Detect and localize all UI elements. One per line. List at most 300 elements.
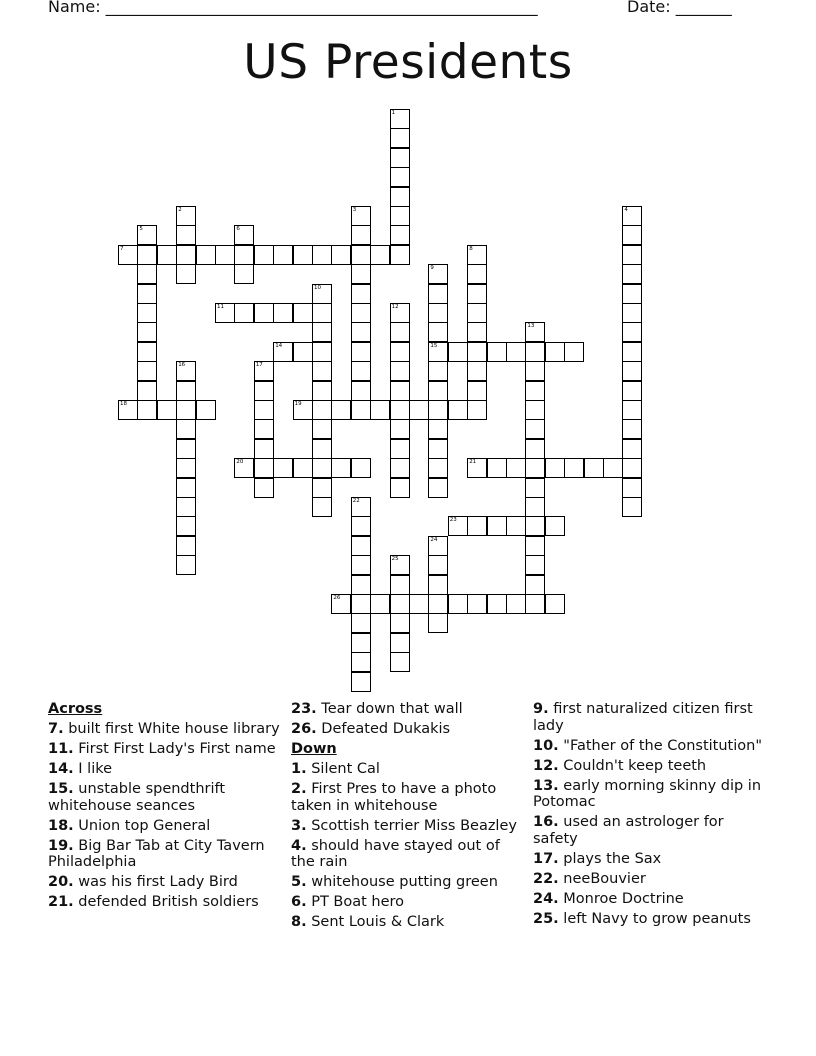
clue-item-number: 14. [48,761,74,777]
crossword-cell[interactable] [525,575,545,595]
crossword-cell[interactable] [234,264,254,284]
clue-item-number: 17. [533,850,559,867]
crossword-cell[interactable] [234,225,254,245]
crossword-cell[interactable] [525,419,545,439]
clue-item [48,894,280,911]
crossword-cell[interactable] [196,245,216,265]
crossword-cell[interactable] [390,478,410,498]
crossword-cell[interactable] [234,458,254,478]
crossword-cell[interactable] [254,381,274,401]
clue-number: 6 [236,226,240,233]
clue-item-text: Scottish terrier Miss Beazley [311,817,517,834]
crossword-cell[interactable] [467,516,487,536]
clue-item-text: I like [78,761,113,777]
clue-item-text: left Navy to grow peanuts [563,910,751,927]
clue-item [48,818,280,835]
crossword-cell[interactable] [545,516,565,536]
crossword-cell[interactable] [525,361,545,381]
crossword-cell[interactable] [370,400,390,420]
clue-number: 11 [217,304,224,310]
crossword-cell[interactable] [584,458,604,478]
crossword-cell[interactable] [428,555,448,575]
clue-item-number: 11. [48,741,74,757]
crossword-cell[interactable] [293,400,313,420]
clue-number: 25 [391,556,399,563]
crossword-cell[interactable] [351,361,371,381]
clue-item-text: Sent Louis & Clark [311,914,445,930]
crossword-cell[interactable] [525,342,545,362]
crossword-cell[interactable] [390,439,410,459]
crossword-cell[interactable] [390,594,410,614]
crossword-cell[interactable] [176,439,196,459]
crossword-cell[interactable] [137,245,157,265]
clue-item [533,911,765,928]
crossword-cell[interactable] [525,555,545,575]
crossword-cell[interactable] [312,284,332,304]
crossword-cell[interactable] [428,458,448,478]
crossword-cell[interactable] [293,303,313,323]
crossword-cell[interactable] [428,284,448,304]
crossword-cell[interactable] [215,245,235,265]
crossword-cell[interactable] [176,245,196,265]
crossword-cell[interactable] [137,361,157,381]
crossword-cell[interactable] [293,458,313,478]
crossword-cell[interactable] [525,594,545,614]
crossword-cell[interactable] [390,633,410,653]
crossword-cell[interactable] [564,342,584,362]
clue-item [291,721,523,738]
crossword-cell[interactable] [312,497,332,517]
crossword-cell[interactable] [351,575,371,595]
crossword-cell[interactable] [390,206,410,226]
clue-item-text: Silent Cal [311,761,380,777]
clue-number: 16 [178,362,186,369]
crossword-cell[interactable] [390,128,410,148]
crossword-cell[interactable] [487,458,507,478]
crossword-cell[interactable] [525,322,545,342]
crossword-cell[interactable] [176,381,196,401]
clue-item-number: 20. [48,874,74,890]
crossword-cell[interactable] [137,381,157,401]
crossword-cell[interactable] [622,458,642,478]
crossword-cell[interactable] [137,303,157,323]
crossword-cell[interactable] [428,478,448,498]
crossword-cell[interactable] [428,264,448,284]
clue-item-text: whitehouse putting green [311,874,498,890]
clue-item-text: "Father of the Constitution" [563,737,762,754]
crossword-cell[interactable] [176,361,196,381]
crossword-cell[interactable] [176,458,196,478]
crossword-cell[interactable] [390,613,410,633]
crossword-cell[interactable] [428,575,448,595]
crossword-cell[interactable] [390,419,410,439]
clue-number: 9 [430,265,434,272]
crossword-cell[interactable] [312,322,332,342]
clue-item-text: Monroe Doctrine [563,890,684,907]
crossword-cell[interactable] [622,478,642,498]
crossword-cell[interactable] [370,594,390,614]
crossword-cell[interactable] [137,284,157,304]
clue-item-number: 12. [533,757,559,774]
clue-number: 3 [352,207,357,213]
crossword-cell[interactable] [312,303,332,323]
clue-number: 15 [430,342,438,349]
crossword-cell[interactable] [351,458,371,478]
crossword-cell[interactable] [312,439,332,459]
crossword-cell[interactable] [273,458,293,478]
clue-item-text: defended British soldiers [78,894,259,910]
crossword-cell[interactable] [622,225,642,245]
crossword-cell[interactable] [545,458,565,478]
crossword-cell[interactable] [351,400,371,420]
crossword-cell[interactable] [622,303,642,323]
clue-item-text: Defeated Dukakis [321,721,451,737]
clue-item [533,758,765,775]
crossword-cell[interactable] [390,555,410,575]
crossword-cell[interactable] [312,458,332,478]
crossword-cell[interactable] [293,245,313,265]
crossword-cell[interactable] [448,400,468,420]
clue-number: 5 [139,226,143,233]
clue-column-1 [48,701,280,914]
crossword-cell[interactable] [351,303,371,323]
clue-number: 12 [391,304,399,310]
crossword-cell[interactable] [622,206,642,226]
clue-item [48,721,280,738]
clue-number: 26 [333,595,341,601]
crossword-cell[interactable] [467,400,487,420]
crossword-cell[interactable] [390,148,410,168]
clue-item [291,781,523,814]
crossword-cell[interactable] [176,478,196,498]
clue-number: 21 [469,459,477,466]
clue-item-number: 5. [291,874,307,890]
crossword-cell[interactable] [545,342,565,362]
crossword-cell[interactable] [622,400,642,420]
crossword-cell[interactable] [351,536,371,556]
crossword-cell[interactable] [176,400,196,420]
crossword-cell[interactable] [157,400,177,420]
clue-item-text: First First Lady's First name [78,741,276,757]
crossword-cell[interactable] [351,594,371,614]
crossword-cell[interactable] [157,245,177,265]
clue-item [291,874,523,891]
crossword-cell[interactable] [622,381,642,401]
name-field-label: Name: ______________________________________________________ [48,0,538,16]
clue-item-number: 21. [48,894,74,910]
crossword-cell[interactable] [467,458,487,478]
crossword-cell[interactable] [234,303,254,323]
clue-item-text: Tear down that wall [321,701,463,717]
crossword-cell[interactable] [215,303,235,323]
crossword-cell[interactable] [487,342,507,362]
crossword-cell[interactable] [351,672,371,692]
crossword-cell[interactable] [428,419,448,439]
clue-item-text: Couldn't keep teeth [563,757,707,774]
crossword-cell[interactable] [273,303,293,323]
crossword-cell[interactable] [370,245,390,265]
clue-number: 2 [178,207,182,213]
clue-number: 23 [449,517,457,524]
crossword-cell[interactable] [351,381,371,401]
crossword-cell[interactable] [312,400,332,420]
crossword-cell[interactable] [428,594,448,614]
clue-item-number: 2. [291,781,307,797]
crossword-cell[interactable] [254,361,274,381]
crossword-cell[interactable] [176,419,196,439]
clue-item-text: First Pres to have a photo taken in whitehouse [291,781,497,814]
clue-item-text: plays the Sax [563,850,662,867]
crossword-cell[interactable] [467,245,487,265]
crossword-cell[interactable] [428,342,448,362]
clue-item-number: 3. [291,817,307,834]
clue-item-number: 4. [291,837,307,854]
clue-item [291,818,523,835]
clue-item-number: 18. [48,817,74,834]
crossword-cell[interactable] [525,439,545,459]
clue-item-number: 22. [533,870,559,887]
crossword-cell[interactable] [351,633,371,653]
clue-item-number: 8. [291,914,307,930]
clue-number: 24 [430,536,438,543]
clue-item-number: 10. [533,737,559,754]
crossword-cell[interactable] [273,245,293,265]
crossword-cell[interactable] [390,225,410,245]
crossword-cell[interactable] [331,245,351,265]
crossword-cell[interactable] [390,361,410,381]
crossword-cell[interactable] [312,419,332,439]
crossword-cell[interactable] [254,458,274,478]
crossword-cell[interactable] [118,400,138,420]
crossword-cell[interactable] [331,458,351,478]
crossword-cell[interactable] [622,322,642,342]
crossword-cell[interactable] [351,206,371,226]
crossword-cell[interactable] [351,652,371,672]
crossword-cell[interactable] [448,516,468,536]
crossword-cell[interactable] [428,381,448,401]
crossword-cell[interactable] [448,342,468,362]
crossword-cell[interactable] [351,497,371,517]
crossword-cell[interactable] [487,594,507,614]
crossword-cell[interactable] [428,361,448,381]
clue-item-number: 15. [48,781,74,797]
crossword-cell[interactable] [506,516,526,536]
crossword-cell[interactable] [467,361,487,381]
crossword-cell[interactable] [273,342,293,362]
crossword-cell[interactable] [525,497,545,517]
clue-column-2 [291,701,523,934]
clue-number: 17 [255,362,263,369]
crossword-cell[interactable] [487,516,507,536]
crossword-cell[interactable] [331,594,351,614]
crossword-cell[interactable] [390,109,410,129]
crossword-cell[interactable] [351,264,371,284]
clue-item-number: 7. [48,721,64,737]
page-title: US Presidents [243,35,573,90]
crossword-cell[interactable] [390,187,410,207]
crossword-cell[interactable] [428,439,448,459]
clue-item [48,838,280,871]
crossword-cell[interactable] [254,245,274,265]
clue-item-number: 6. [291,894,307,910]
crossword-cell[interactable] [603,458,623,478]
crossword-cell[interactable] [390,303,410,323]
clue-item [291,894,523,911]
crossword-cell[interactable] [409,594,429,614]
crossword-cell[interactable] [525,516,545,536]
clue-item [533,738,765,755]
crossword-cell[interactable] [390,167,410,187]
crossword-cell[interactable] [428,303,448,323]
crossword-cell[interactable] [428,536,448,556]
crossword-cell[interactable] [467,381,487,401]
crossword-cell[interactable] [622,439,642,459]
section-heading-across: Across [48,701,103,717]
crossword-cell[interactable] [390,342,410,362]
crossword-cell[interactable] [312,478,332,498]
crossword-cell[interactable] [525,478,545,498]
crossword-cell[interactable] [622,284,642,304]
crossword-cell[interactable] [390,322,410,342]
crossword-cell[interactable] [622,264,642,284]
clue-number: 19 [294,401,302,407]
crossword-cell[interactable] [254,419,274,439]
crossword-cell[interactable] [467,303,487,323]
clue-item-number: 26. [291,721,317,737]
clue-item-text: Union top General [78,817,211,834]
crossword-cell[interactable] [254,303,274,323]
crossword-cell[interactable] [331,400,351,420]
crossword-cell[interactable] [467,342,487,362]
clue-item [48,874,280,891]
section-heading-down: Down [291,741,337,757]
clue-number: 7 [120,245,124,252]
clue-number: 14 [275,342,283,349]
crossword-cell[interactable] [467,264,487,284]
crossword-cell[interactable] [390,400,410,420]
crossword-cell[interactable] [506,594,526,614]
crossword-cell[interactable] [351,245,371,265]
crossword-cell[interactable] [428,613,448,633]
crossword-cell[interactable] [506,458,526,478]
clue-item [533,778,765,811]
crossword-cell[interactable] [176,206,196,226]
crossword-cell[interactable] [137,264,157,284]
clue-item-number: 13. [533,777,559,794]
crossword-cell[interactable] [506,342,526,362]
crossword-cell[interactable] [448,594,468,614]
crossword-cell[interactable] [118,245,138,265]
clue-item [291,761,523,778]
crossword-cell[interactable] [428,322,448,342]
clue-item [533,701,765,734]
crossword-cell[interactable] [176,497,196,517]
date-field-label: Date: _______ [627,0,732,16]
crossword-cell[interactable] [409,400,429,420]
crossword-cell[interactable] [390,245,410,265]
clue-item-number: 23. [291,701,317,717]
crossword-cell[interactable] [176,555,196,575]
crossword-cell[interactable] [254,478,274,498]
crossword-cell[interactable] [622,245,642,265]
clue-item-text: first naturalized citizen first lady [533,701,753,734]
crossword-cell[interactable] [312,381,332,401]
crossword-cell[interactable] [545,594,565,614]
crossword-cell[interactable] [351,555,371,575]
crossword-cell[interactable] [351,342,371,362]
crossword-cell[interactable] [622,497,642,517]
crossword-cell[interactable] [137,225,157,245]
clue-number: 1 [391,110,396,116]
crossword-cell[interactable] [351,516,371,536]
crossword-cell[interactable] [525,400,545,420]
crossword-cell[interactable] [622,419,642,439]
clue-item-text: PT Boat hero [311,894,405,910]
crossword-cell[interactable] [467,322,487,342]
clue-item-text: neeBouvier [563,870,646,887]
clue-item [291,914,523,931]
clue-item [291,838,523,871]
crossword-cell[interactable] [176,225,196,245]
clue-item [48,741,280,758]
crossword-cell[interactable] [312,245,332,265]
crossword-cell[interactable] [351,225,371,245]
crossword-cell[interactable] [390,575,410,595]
crossword-cell[interactable] [525,536,545,556]
crossword-cell[interactable] [137,400,157,420]
clue-item-number: 16. [533,814,559,830]
crossword-cell[interactable] [196,400,216,420]
clue-item-text: used an astrologer for safety [533,814,724,847]
clue-item-number: 25. [533,910,559,927]
clue-item-text: unstable spendthrift whitehouse seances [48,781,226,814]
crossword-cell[interactable] [312,361,332,381]
clue-item-text: built first White house library [68,721,280,737]
crossword-cell[interactable] [622,342,642,362]
crossword-cell[interactable] [176,516,196,536]
clue-number: 20 [236,459,244,466]
crossword-cell[interactable] [137,342,157,362]
clue-column-3 [533,701,765,931]
crossword-cell[interactable] [525,458,545,478]
clue-item [533,891,765,908]
crossword-cell[interactable] [254,439,274,459]
crossword-cell[interactable] [293,342,313,362]
crossword-cell[interactable] [390,652,410,672]
clue-number: 18 [120,401,127,407]
clue-number: 4 [624,207,628,213]
crossword-cell[interactable] [234,245,254,265]
crossword-cell[interactable] [176,264,196,284]
crossword-cell[interactable] [312,342,332,362]
crossword-cell[interactable] [137,322,157,342]
crossword-cell[interactable] [564,458,584,478]
crossword-cell[interactable] [525,381,545,401]
clue-item [291,701,523,718]
crossword-cell[interactable] [351,613,371,633]
crossword-cell[interactable] [467,594,487,614]
crossword-cell[interactable] [176,536,196,556]
crossword-cell[interactable] [254,400,274,420]
crossword-cell[interactable] [351,284,371,304]
crossword-cell[interactable] [622,361,642,381]
crossword-cell[interactable] [467,284,487,304]
crossword-cell[interactable] [428,400,448,420]
clue-number: 13 [527,323,535,330]
crossword-cell[interactable] [390,458,410,478]
crossword-cell[interactable] [390,381,410,401]
crossword-cell[interactable] [351,322,371,342]
